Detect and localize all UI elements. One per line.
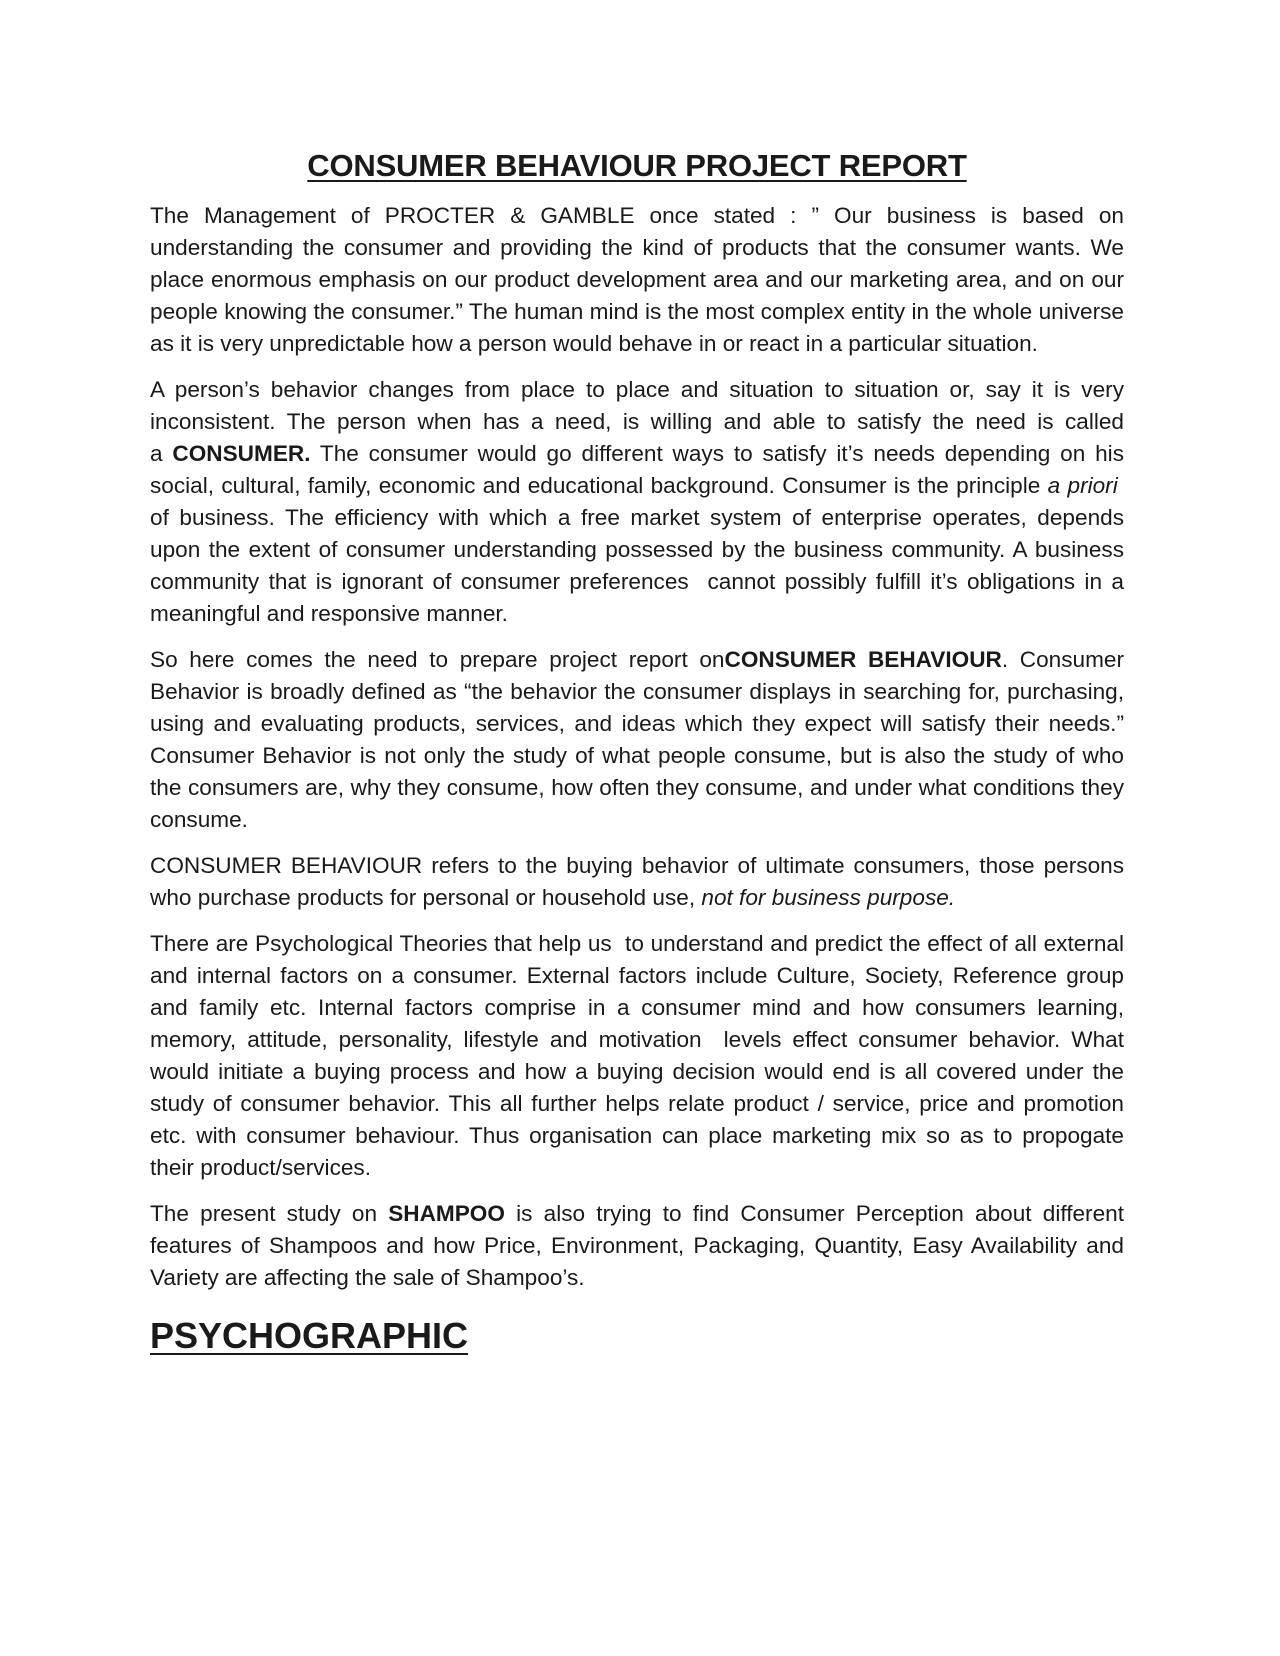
consumer-behaviour-bold-term: CONSUMER BEHAVIOUR xyxy=(724,647,1002,672)
paragraph-1-text: The Management of PROCTER & GAMBLE once stated : ” Our business is based on understanding the consumer and providing the kind of products that the consumer wants. We place enormous emphasis on our product development area and our marketing area, and on our people knowing the consumer.” The human mind is the most complex entity in the whole universe as it is very unpredictable how a person would behave in or react in a particular situation. xyxy=(150,203,1124,356)
paragraph-4-text-a: CONSUMER BEHAVIOUR refers to the buying behavior of ultimate consumers, those persons who purchase products for personal or household use, xyxy=(150,853,1124,910)
a-priori-italic: a priori xyxy=(1047,473,1118,498)
paragraph-2-text-b: The consumer would go different ways to satisfy it’s needs depending on his social, cultural, family, economic and educational background. Consumer is the principle xyxy=(150,441,1125,498)
not-for-business-italic: not for business purpose. xyxy=(701,885,956,910)
paragraph-6 xyxy=(150,1198,1124,1294)
paragraph-3-text-a: So here comes the need to prepare project report on xyxy=(150,647,725,672)
paragraph-5 xyxy=(150,928,1124,1184)
paragraph-4 xyxy=(150,850,1124,914)
paragraph-2-text-c: of business. The efficiency with which a free market system of enterprise operates, depends upon the extent of consumer understanding possessed by the business community. A business community that is ignorant of consumer preferences cannot possibly fulfill it’s obligations in a meaningful and responsive manner. xyxy=(150,473,1125,626)
paragraph-6-text-a: The present study on xyxy=(150,1201,389,1226)
paragraph-6-text-b: is also trying to find Consumer Perception about different features of Shampoos and how Price, Environment, Packaging, Quantity, Easy Availability and Variety are affecting the sale of Shampoo’s. xyxy=(150,1201,1124,1290)
section-heading-psychographic: PSYCHOGRAPHIC xyxy=(150,1315,469,1356)
shampoo-bold-term: SHAMPOO xyxy=(388,1201,505,1226)
page-title: CONSUMER BEHAVIOUR PROJECT REPORT xyxy=(307,148,967,183)
paragraph-3-text-b: . Consumer Behavior is broadly defined as “the behavior the consumer displays in searching for, purchasing, using and evaluating products, services, and ideas which they expect will satisfy their needs.” Consumer Behavior is not only the study of what people consume, but is also the study of who the consumers are, why they consume, how often they consume, and under what conditions they consume. xyxy=(150,647,1124,832)
consumer-bold-term: CONSUMER. xyxy=(172,441,311,466)
paragraph-2 xyxy=(150,374,1124,630)
paragraph-3 xyxy=(150,644,1124,836)
paragraph-1 xyxy=(150,200,1124,360)
paragraph-5-text: There are Psychological Theories that help us to understand and predict the effect of all external and internal factors on a consumer. External factors include Culture, Society, Reference group and family etc. Internal factors comprise in a consumer mind and how consumers learning, memory, attitude, personality, lifestyle and motivation levels effect consumer behavior. What would initiate a buying process and how a buying decision would end is all covered under the study of consumer behavior. This all further helps relate product / service, price and promotion etc. with consumer behaviour. Thus organisation can place marketing mix so as to propogate their product/services. xyxy=(150,931,1124,1180)
paragraph-2-text-a: A person’s behavior changes from place to place and situation to situation or, say it is very inconsistent. The person when has a need, is willing and able to satisfy the need is called a xyxy=(150,377,1124,466)
document-page xyxy=(150,146,1124,1358)
